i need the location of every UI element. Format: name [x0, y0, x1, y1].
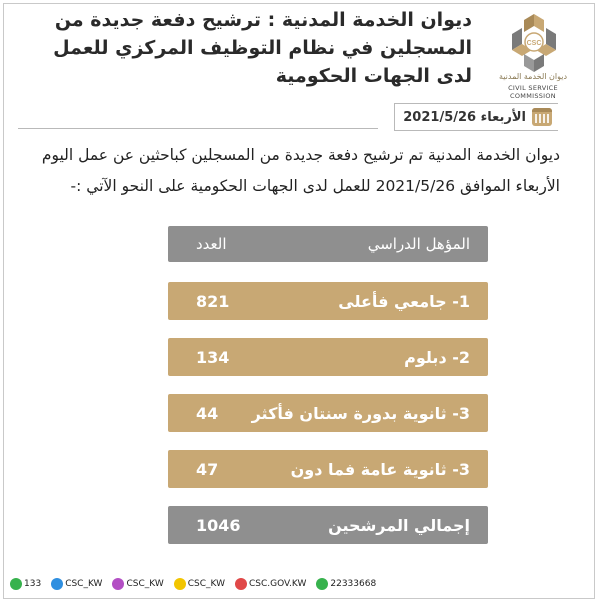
date-box: [394, 103, 558, 131]
phone-icon: [316, 578, 328, 590]
row-value: 821: [196, 291, 230, 311]
footer-snapchat-text: CSC_KW: [187, 579, 225, 589]
footer-twitter[interactable]: [51, 578, 102, 590]
instagram-icon: [112, 578, 124, 590]
footer-instagram[interactable]: [112, 578, 163, 590]
logo-arabic-name: ديوان الخدمة المدنية: [498, 72, 568, 81]
logo-abbr: CSC: [526, 40, 542, 47]
footer-website[interactable]: [235, 578, 306, 590]
footer-whatsapp-text: 133: [24, 579, 42, 589]
footer-phone-text: 22333668: [330, 579, 377, 589]
row-value: 134: [196, 347, 230, 367]
website-icon: [235, 578, 247, 590]
footer-website-text: CSC.GOV.KW: [248, 579, 307, 589]
candidates-table: [168, 226, 488, 562]
footer-whatsapp[interactable]: [10, 578, 41, 590]
calendar-icon: [532, 108, 552, 126]
announcement-text: ديوان الخدمة المدنية تم ترشيح دفعة جديدة من المسجلين كباحثين عن عمل اليوم الأربعاء الموافق 2021/5/26 للعمل لدى الجهات الحكومية على النحو الآتي :-: [41, 146, 560, 195]
row-label: 1- جامعي فأعلى: [338, 291, 470, 311]
footer-instagram-text: CSC_KW: [126, 579, 164, 589]
table-row: [168, 338, 488, 376]
footer-phone[interactable]: [316, 578, 376, 590]
row-label: 2- دبلوم: [404, 347, 470, 367]
row-label: 3- ثانوية بدورة سنتان فأكثر: [251, 403, 470, 423]
snapchat-icon: [174, 578, 186, 590]
row-value: 47: [196, 459, 219, 479]
header-count: العدد: [196, 235, 227, 253]
header-qualification: المؤهل الدراسي: [367, 235, 470, 253]
date-line: [18, 103, 558, 129]
total-value: 1046: [196, 515, 241, 535]
table-row: [168, 394, 488, 432]
table-total-row: [168, 506, 488, 544]
table-header: [168, 226, 488, 262]
row-value: 44: [196, 403, 219, 423]
table-row: [168, 450, 488, 488]
headline: ديوان الخدمة المدنية : ترشيح دفعة جديدة من المسجلين في نظام التوظيف المركزي للعمل لدى الجهات الحكومية: [53, 9, 472, 87]
table-row: [168, 282, 488, 320]
footer-snapchat[interactable]: [174, 578, 225, 590]
total-label: إجمالي المرشحين: [328, 515, 470, 535]
twitter-icon: [51, 578, 63, 590]
date-divider: [18, 128, 378, 129]
footer-contacts: [10, 578, 380, 590]
logo-english-name: CIVIL SERVICE COMMISSION: [508, 84, 558, 100]
row-label: 3- ثانوية عامة فما دون: [290, 459, 470, 479]
whatsapp-icon: [10, 578, 22, 590]
date-text: الأربعاء 2021/5/26: [403, 109, 526, 125]
footer-twitter-text: CSC_KW: [65, 579, 103, 589]
